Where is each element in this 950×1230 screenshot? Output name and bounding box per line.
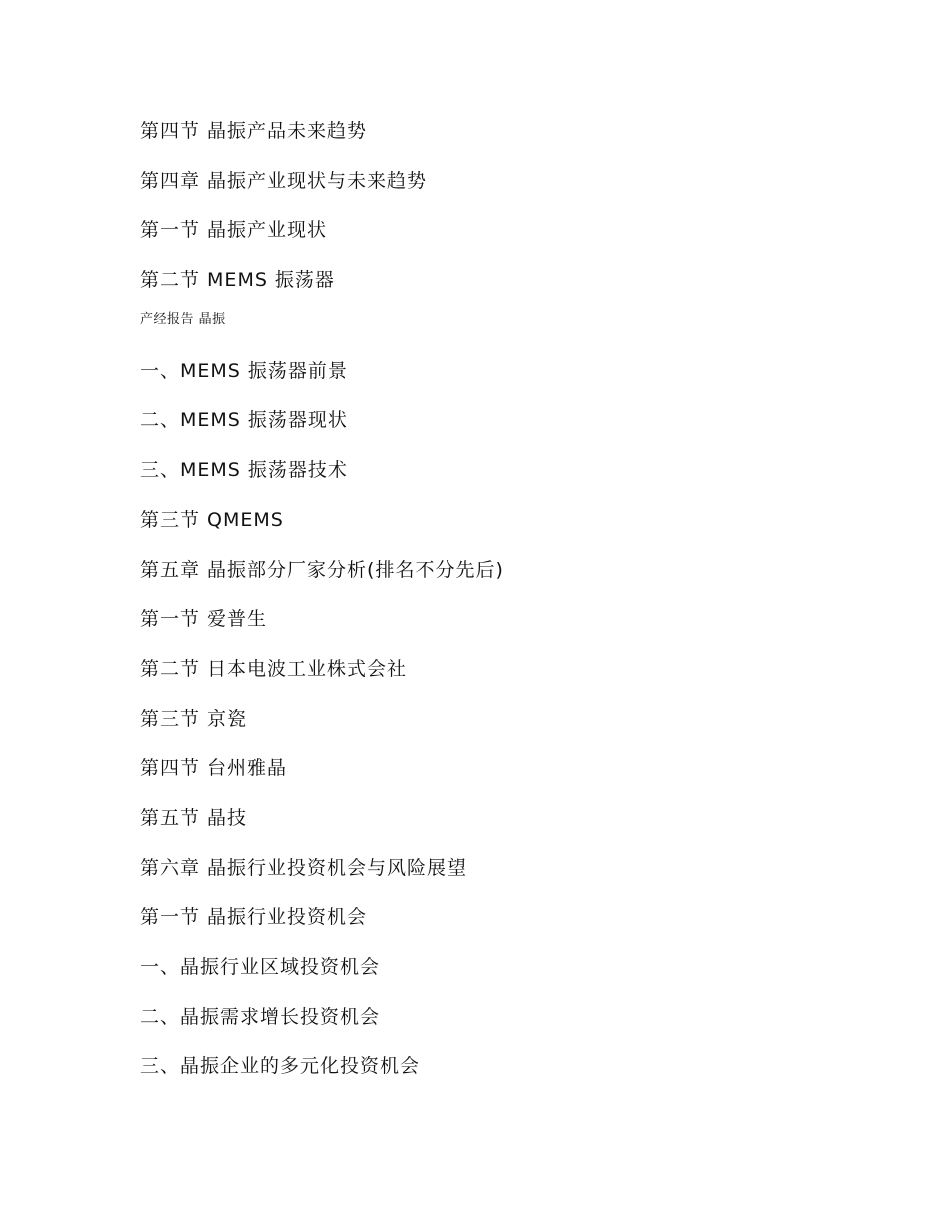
toc-entry: 三、MEMS 振荡器技术 (140, 459, 348, 482)
toc-entry: 第二节 日本电波工业株式会社 (140, 657, 408, 680)
toc-entry: 第四节 台州雅晶 (140, 757, 288, 780)
toc-entry: 二、晶振需求增长投资机会 (140, 1005, 381, 1028)
toc-entry: 第五节 晶技 (140, 806, 248, 829)
toc-entry: 第一节 晶振产业现状 (140, 219, 328, 242)
toc-entry: 第四节 晶振产品未来趋势 (140, 120, 368, 142)
toc-entry: 第一节 晶振行业投资机会 (140, 906, 368, 929)
toc-entry: 一、晶振行业区域投资机会 (140, 956, 381, 978)
toc-entry: 第三节 QMEMS (140, 508, 284, 531)
toc-entry: 第五章 晶振部分厂家分析(排名不分先后) (140, 558, 504, 581)
running-header-note: 产经报告 晶振 (140, 311, 226, 327)
toc-entry: 第四章 晶振产业现状与未来趋势 (140, 169, 428, 192)
table-of-contents (140, 116, 504, 1101)
toc-entry: 二、MEMS 振荡器现状 (140, 409, 348, 432)
toc-entry: 第一节 爱普生 (140, 608, 268, 631)
toc-entry: 第二节 MEMS 振荡器 (140, 269, 335, 292)
toc-entry: 第三节 京瓷 (140, 707, 248, 730)
toc-entry: 三、晶振企业的多元化投资机会 (140, 1055, 421, 1078)
toc-entry: 第六章 晶振行业投资机会与风险展望 (140, 856, 468, 879)
toc-entry: 一、MEMS 振荡器前景 (140, 359, 348, 382)
